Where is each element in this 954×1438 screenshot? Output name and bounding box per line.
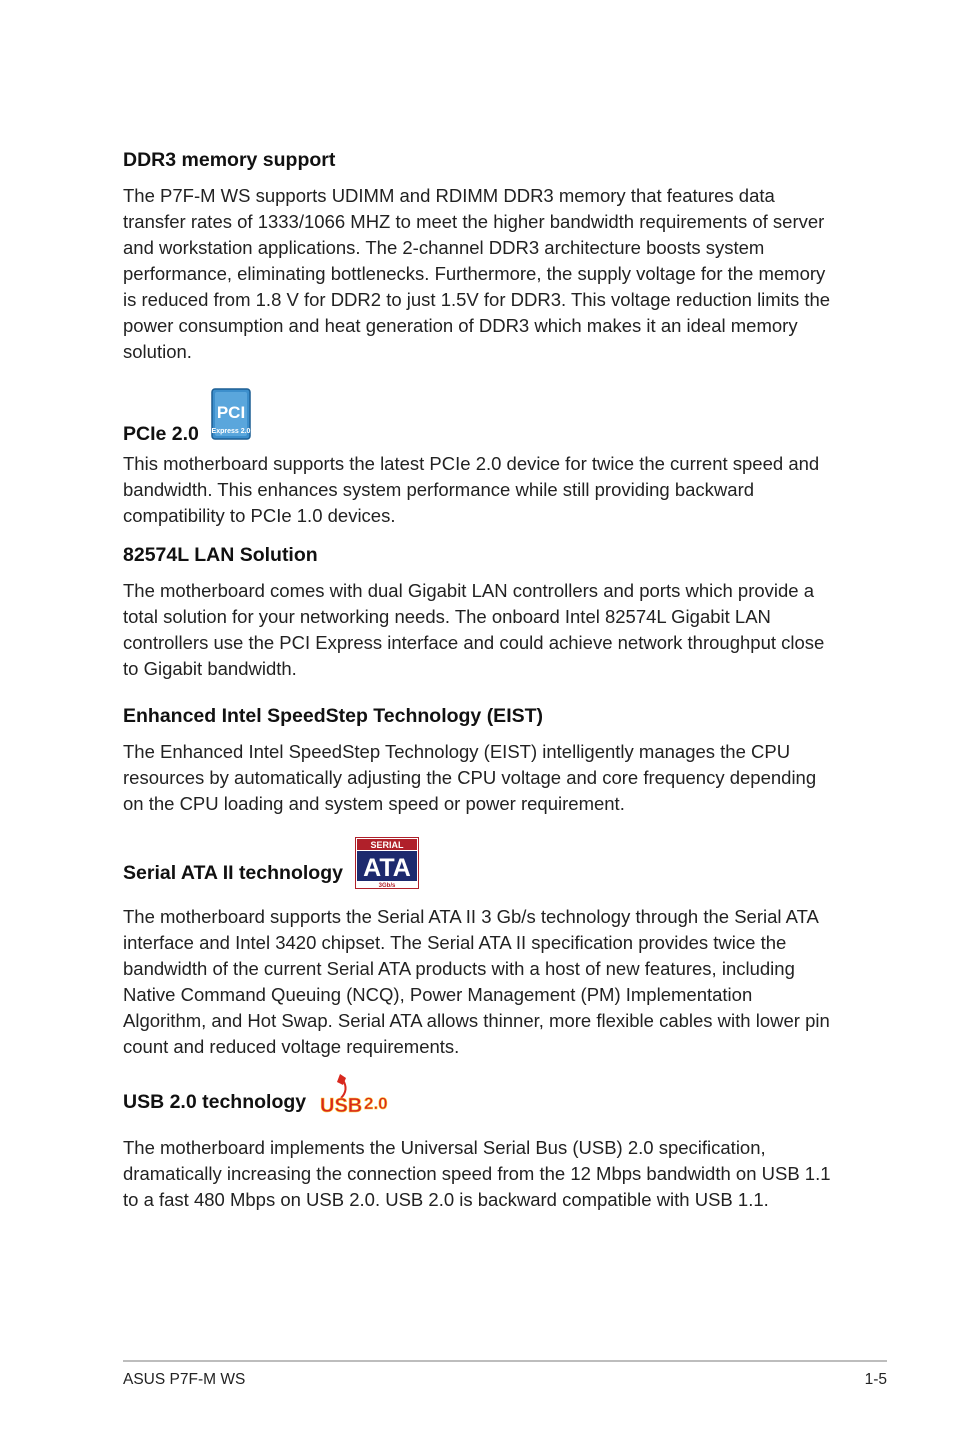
section-heading-usb (123, 1072, 838, 1122)
section-body-ddr3: The P7F-M WS supports UDIMM and RDIMM DDR3 memory that features data transfer rates of 1333/1066 MHZ to meet the higher bandwidth requirements of server and workstation applications. The 2-channel DDR3 architecture boosts system performance, eliminating bottlenecks. Furthermore, the supply voltage for the memory is reduced from 1.8 V for DDR2 to just 1.5V for DDR3. This voltage reduction limits the power consumption and heat generation of DDR3 which makes it an ideal memory solution. (123, 185, 831, 362)
pci-logo-main-text: PCI (216, 403, 246, 422)
pci-express-logo-icon (211, 388, 251, 446)
sata-logo-top-text: SERIAL (370, 840, 404, 850)
section-ddr3 (123, 148, 838, 365)
section-pcie (123, 388, 838, 529)
section-eist (123, 704, 838, 817)
footer-product-name: ASUS P7F-M WS (123, 1371, 246, 1388)
serial-ata-logo-icon (355, 837, 419, 895)
usb-logo-main-text: USB (320, 1095, 363, 1116)
section-usb (123, 1072, 838, 1213)
sata-logo-main-text: ATA (363, 854, 411, 882)
usb-2-logo-icon (318, 1072, 394, 1122)
page-footer (123, 1360, 887, 1389)
pci-logo-sub-text: Express 2.0 (211, 428, 251, 435)
section-title-pcie: PCIe 2.0 (123, 423, 199, 445)
section-body-pcie: This motherboard supports the latest PCIe 2.0 device for twice the current speed and bandwidth. This enhances system performance while still providing backward compatibility to PCIe 1.0 devices. (123, 453, 820, 526)
section-body-eist: The Enhanced Intel SpeedStep Technology (EIST) intelligently manages the CPU resources by automatically adjusting the CPU voltage and core frequency depending on the CPU loading and system speed or power requirement. (123, 741, 817, 814)
section-title-lan: 82574L LAN Solution (123, 544, 318, 566)
section-title-ddr3: DDR3 memory support (123, 149, 336, 171)
section-sata (123, 837, 838, 1060)
section-title-eist: Enhanced Intel SpeedStep Technology (EIST) (123, 705, 544, 727)
sata-logo-sub-text: 3Gb/s (378, 883, 396, 889)
section-heading-sata (123, 837, 838, 895)
footer-page-number: 1-5 (864, 1371, 887, 1388)
section-lan (123, 543, 838, 682)
section-body-sata: The motherboard supports the Serial ATA II 3 Gb/s technology through the Serial ATA interface and Intel 3420 chipset. The Serial ATA II specification provides twice the bandwidth of the current Serial ATA products with a host of new features, including Native Command Queuing (NCQ), Power Management (PM) Implementation Algorithm, and Hot Swap. Serial ATA allows thinner, more flexible cables with lower pin count and reduced voltage requirements. (123, 906, 830, 1057)
section-body-lan: The motherboard comes with dual Gigabit LAN controllers and ports which provide a total solution for your networking needs. The onboard Intel 82574L Gigabit LAN controllers use the PCI Express interface and could achieve network throughput close to Gigabit bandwidth. (123, 580, 825, 679)
section-title-sata: Serial ATA II technology (123, 862, 343, 884)
section-heading-pcie (123, 388, 838, 446)
section-title-usb: USB 2.0 technology (123, 1091, 307, 1113)
usb-logo-version-text: 2.0 (364, 1094, 388, 1113)
section-body-usb: The motherboard implements the Universal Serial Bus (USB) 2.0 specification, dramatically increasing the connection speed from the 12 Mbps bandwidth on USB 1.1 to a fast 480 Mbps on USB 2.0. USB 2.0 is backward compatible with USB 1.1. (123, 1137, 831, 1210)
